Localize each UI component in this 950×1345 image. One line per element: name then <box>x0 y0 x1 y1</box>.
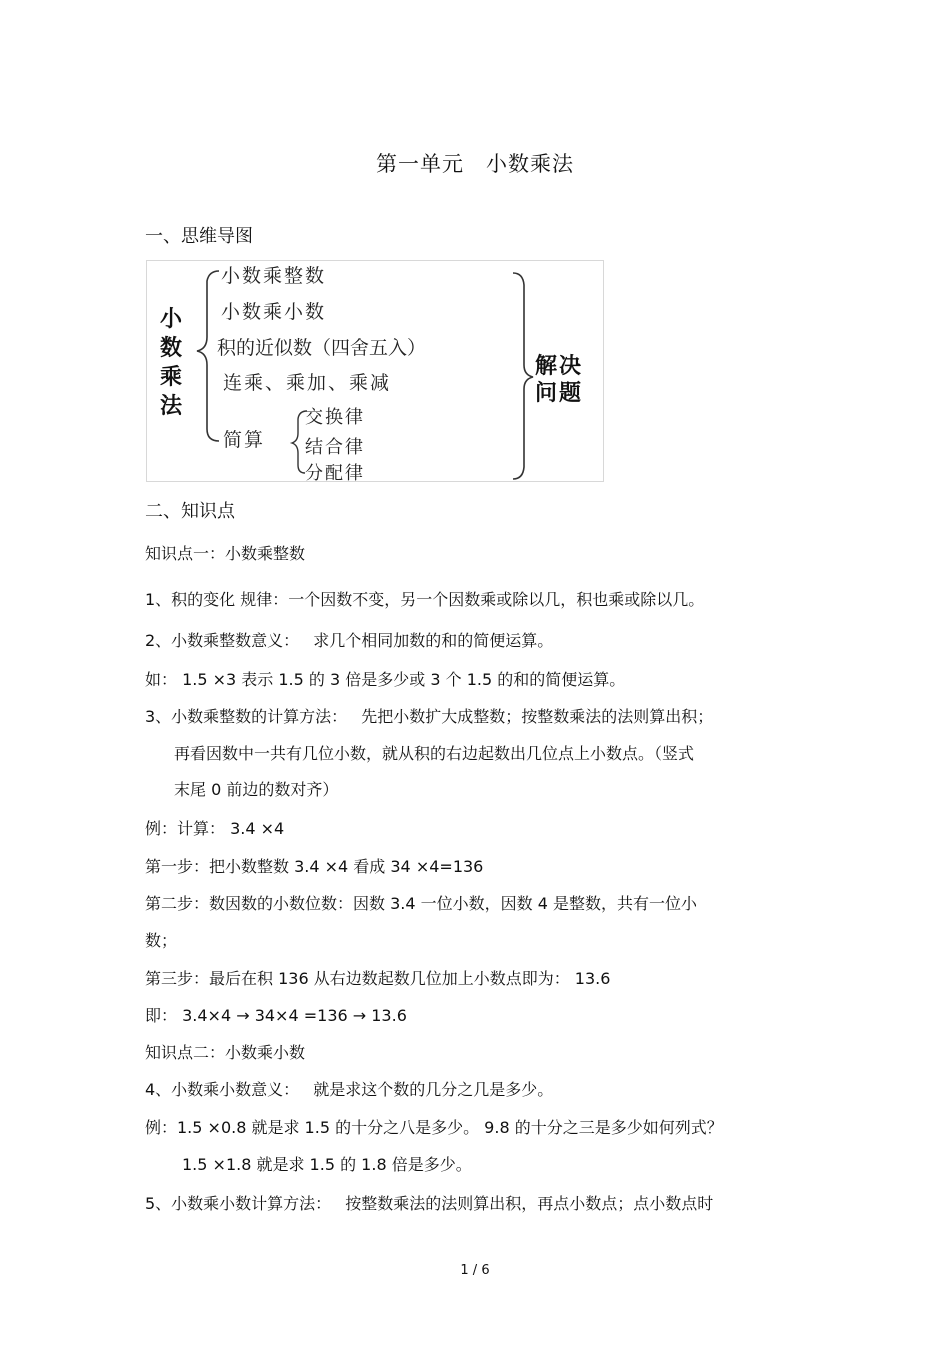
paragraph-lead: 2、小数乘整数意义： <box>145 631 300 650</box>
paragraph-continuation: 末尾 0 前边的数对齐） <box>174 780 339 799</box>
paragraph-body: 按整数乘法的法则算出积，再点小数点；点小数点时 <box>345 1194 714 1213</box>
step-line: 第三步：最后在积 136 从右边数起数几位加上小数点即为： 13.6 <box>145 969 611 988</box>
paragraph <box>145 1191 713 1214</box>
mind-map-result-line: 解决 <box>535 353 584 379</box>
example-line: 例：计算： 3.4 ×4 <box>145 819 285 838</box>
mind-map-branch: 积的近似数（四舍五入） <box>217 337 427 359</box>
paragraph: 1、积的变化 规律：一个因数不变，另一个因数乘或除以几，积也乘或除以几。 <box>145 590 705 609</box>
step-line: 第二步：数因数的小数位数：因数 3.4 一位小数，因数 4 是整数，共有一位小 <box>145 894 697 913</box>
section-heading-knowledge: 二、知识点 <box>145 501 235 522</box>
mind-map-root-char: 法 <box>159 393 182 419</box>
section-heading-mindmap: 一、思维导图 <box>145 226 253 247</box>
paragraph-lead: 3、小数乘整数的计算方法： <box>145 707 348 726</box>
example-line-continuation: 1.5 ×1.8 就是求 1.5 的 1.8 倍是多少。 <box>182 1155 472 1174</box>
title-topic: 小数乘法 <box>486 152 574 176</box>
paragraph <box>145 1077 553 1100</box>
paragraph-lead: 5、小数乘小数计算方法： <box>145 1194 332 1213</box>
mind-map-branch: 小数乘整数 <box>221 265 327 287</box>
paragraph-continuation: 再看因数中一共有几位小数，就从积的右边起数出几位点上小数点。（竖式 <box>174 744 695 763</box>
mind-map-root-char: 数 <box>159 335 182 361</box>
mind-map-subbranch: 结合律 <box>305 437 365 458</box>
mind-map-result-line: 问题 <box>535 380 584 406</box>
mind-map-root-char: 小 <box>159 306 182 332</box>
mind-map-branch: 简算 <box>223 429 266 451</box>
page-number: 1 / 6 <box>460 1263 490 1278</box>
page-title <box>0 148 950 178</box>
knowledge-point-heading: 知识点一：小数乘整数 <box>145 544 306 563</box>
paragraph-body: 先把小数扩大成整数；按整数乘法的法则算出积； <box>361 707 714 726</box>
paragraph-lead: 4、小数乘小数意义： <box>145 1080 300 1099</box>
mind-map-subbranch: 分配律 <box>305 463 365 482</box>
knowledge-point-heading: 知识点二：小数乘小数 <box>145 1043 306 1062</box>
title-unit: 第一单元 <box>376 152 464 176</box>
mind-map-root-char: 乘 <box>159 364 182 390</box>
summary-line: 即： 3.4×4 → 34×4 =136 → 13.6 <box>145 1006 407 1025</box>
mind-map-branch: 连乘、乘加、乘减 <box>223 372 392 394</box>
mind-map-root <box>155 305 187 421</box>
paragraph <box>145 704 713 727</box>
paragraph-body: 求几个相同加数的和的简便运算。 <box>313 631 554 650</box>
mind-map-result <box>535 353 599 407</box>
step-line-continuation: 数； <box>145 931 178 950</box>
example-line: 例：1.5 ×0.8 就是求 1.5 的十分之八是多少。 9.8 的十分之三是多少如何列式？ <box>145 1118 723 1137</box>
step-line: 第一步：把小数整数 3.4 ×4 看成 34 ×4=136 <box>145 857 484 876</box>
mind-map-figure <box>146 260 604 482</box>
paragraph-body: 就是求这个数的几分之几是多少。 <box>313 1080 554 1099</box>
example-line: 如： 1.5 ×3 表示 1.5 的 3 倍是多少或 3 个 1.5 的和的简便运算。 <box>145 670 626 689</box>
mind-map-branch: 小数乘小数 <box>221 301 327 323</box>
paragraph <box>145 628 553 651</box>
mind-map-subbranch: 交换律 <box>305 407 365 428</box>
